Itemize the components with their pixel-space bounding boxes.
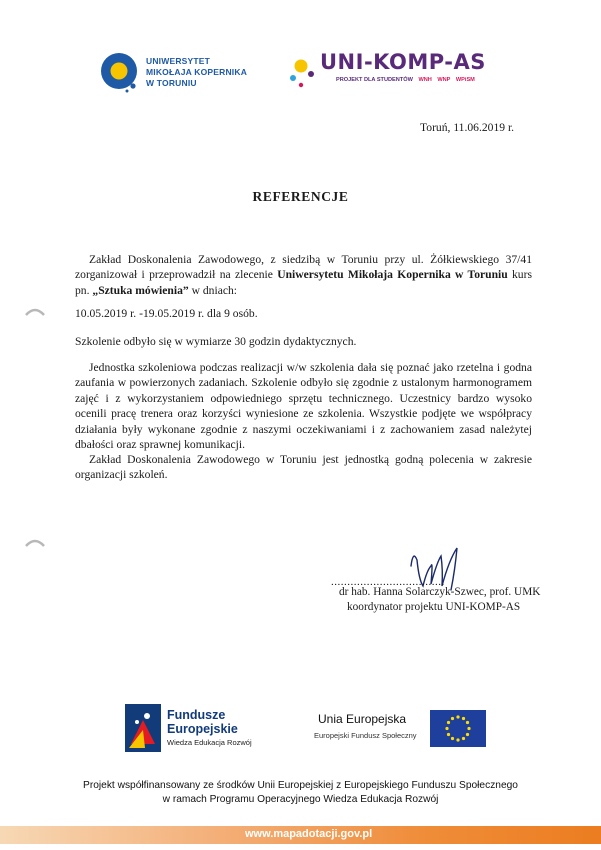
unikomp-title: UNI-KOMP-AS — [320, 50, 486, 74]
punch-hole-mark-bottom — [24, 536, 46, 548]
footer-note — [0, 779, 601, 807]
signature-dots: ................................... — [331, 576, 445, 588]
ue-subtitle: Europejski Fundusz Społeczny — [314, 731, 417, 740]
paragraph-evaluation — [75, 360, 532, 452]
intro-text-c: w dniach: — [188, 283, 237, 297]
footer-line2: w ramach Programu Operacyjnego Wiedza Edukacja Rozwój — [162, 794, 439, 805]
footer-url[interactable]: www.mapadotacji.gov.pl — [245, 828, 373, 840]
eu-flag-icon — [430, 710, 486, 747]
fundusze-europejskie-logo — [125, 702, 285, 754]
paragraph-hours: Szkolenie odbyło się w wymiarze 30 godzin dydaktycznych. — [75, 335, 357, 348]
footer-bar — [0, 826, 601, 844]
intro-text-a: Zakład Doskonalenia Zawodowego, z siedzibą w Toruniu przy ul. Żółkiewskiego 37/41 zorganizował i przeprowadził na zlecenie — [75, 253, 532, 282]
fe-title-line1: Fundusze — [167, 708, 226, 722]
unikomp-sub-text: PROJEKT DLA STUDENTÓW — [336, 77, 413, 83]
fe-emblem-icon — [125, 704, 161, 752]
intro-university: Uniwersytetu Mikołaja Kopernika w Toruniu — [277, 268, 508, 282]
footer-line1: Projekt współfinansowany ze środków Unii Europejskiej z Europejskiego Funduszu Społecznego — [83, 780, 518, 791]
place-date: Toruń, 11.06.2019 r. — [420, 121, 515, 134]
unikomp-logo — [286, 50, 506, 94]
recommendation-text: Zakład Doskonalenia Zawodowego w Toruniu jest jednostką godną polecenia w zakresie organizacji szkoleń. — [75, 453, 532, 482]
umk-logo — [100, 50, 300, 98]
punch-hole-mark-top — [24, 305, 46, 317]
course-dates: 10.05.2019 r. -19.05.2019 r. dla 9 osób. — [75, 307, 258, 320]
unikomp-tag-wnh: WNH — [418, 77, 432, 83]
unikomp-tag-wnp: WNP — [437, 77, 451, 83]
fe-subtitle: Wiedza Edukacja Rozwój — [167, 738, 252, 747]
umk-name-line1: UNIWERSYTET — [146, 56, 211, 66]
signature-name: dr hab. Hanna Solarczyk-Szwec, prof. UMK — [339, 586, 541, 598]
intro-course-name: „Sztuka mówienia” — [92, 283, 189, 297]
unikomp-tag-wpism: WPiSM — [455, 77, 475, 83]
document-title: REFERENCJE — [252, 189, 349, 204]
unia-europejska-logo — [314, 712, 498, 752]
fe-title-line2: Europejskie — [167, 722, 238, 736]
paragraph-recommendation — [75, 452, 532, 483]
umk-name-line3: W TORUNIU — [146, 78, 197, 88]
unikomp-subtitle — [336, 77, 475, 83]
umk-emblem-icon — [100, 52, 140, 94]
signature-role: koordynator projektu UNI-KOMP-AS — [347, 601, 521, 613]
umk-name-line2: MIKOŁAJA KOPERNIKA — [146, 67, 248, 77]
evaluation-text: Jednostka szkoleniowa podczas realizacji w/w szkolenia dała się poznać jako rzetelna i godna zaufania w powierzonych zadaniach. Szkolenie odbyło się zgodnie z ustalonym harmonogramem zajęć i z wykorzystaniem odpowiedniego sprzętu technicznego. Uczestnicy bardzo wysoko ocenili pracę trenera oraz korzyści wyniesione ze szkolenia. Wszystkie podjęte we współpracy działania były wykonane zgodnie z naszymi oczekiwaniami i z zachowaniem zasad należytej dbałości oraz sprawnej komunikacji. — [75, 361, 532, 452]
intro-text-b: kurs pn. — [75, 268, 532, 297]
ue-title: Unia Europejska — [318, 712, 407, 726]
paragraph-intro — [75, 252, 532, 298]
